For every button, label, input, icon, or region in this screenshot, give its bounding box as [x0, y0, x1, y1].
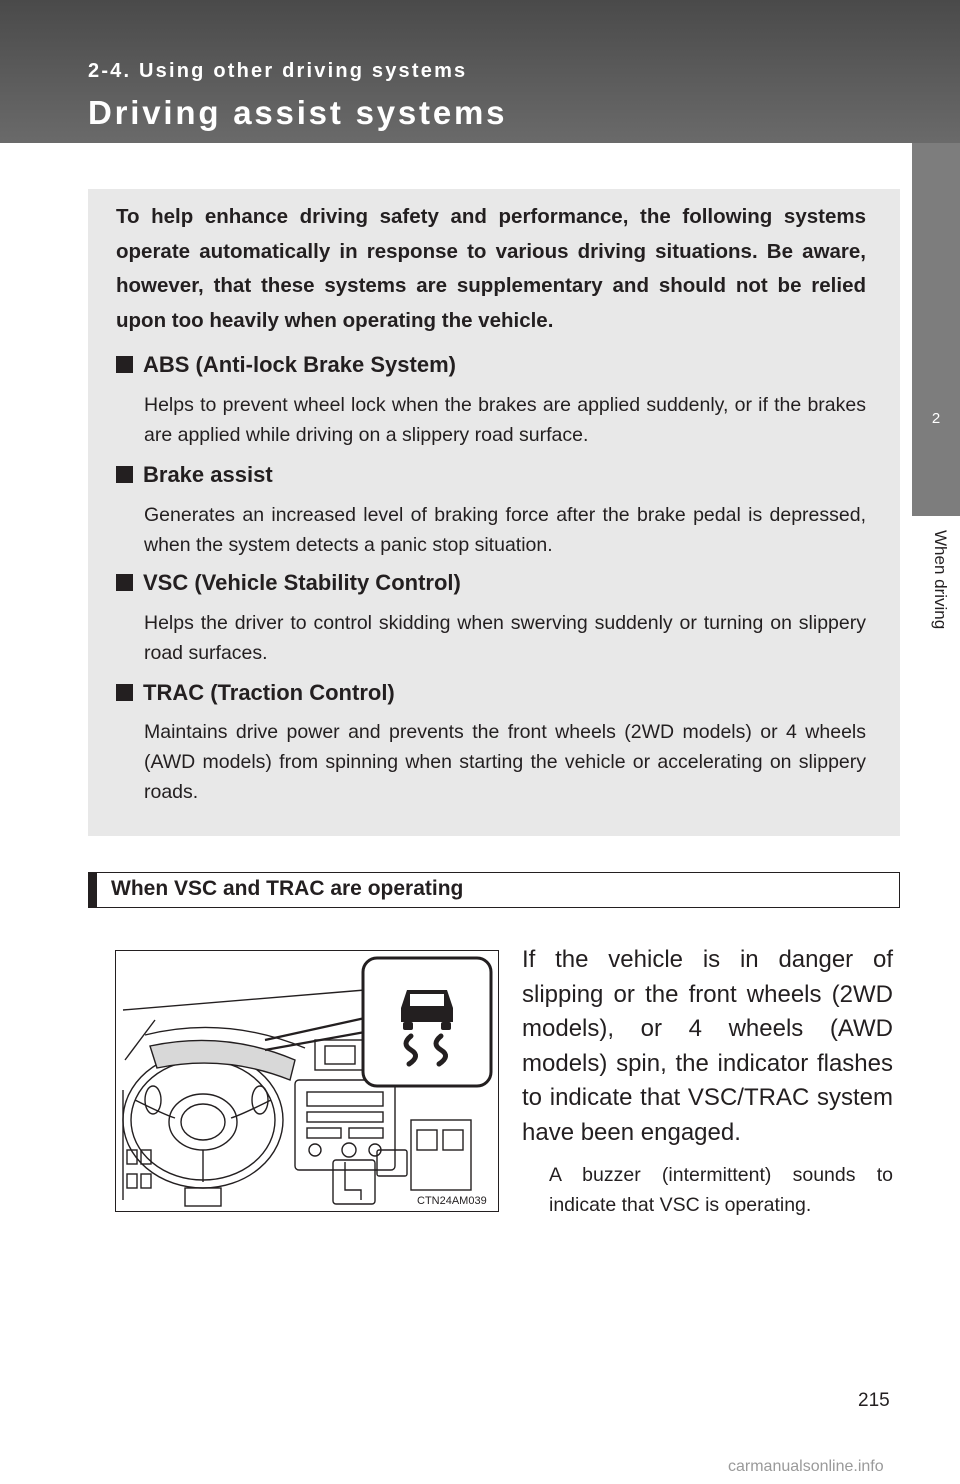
section-label: 2-4. Using other driving systems: [88, 60, 468, 82]
watermark: carmanualsonline.info: [728, 1458, 884, 1475]
operating-heading: [88, 872, 900, 908]
dashboard-illustration: [115, 950, 499, 1212]
system-title-vsc: VSC (Vehicle Stability Control): [116, 570, 461, 596]
system-text-abs: Helps to prevent wheel lock when the brakes are applied suddenly, or if the brakes are applied while driving on a slippery road surface.: [144, 394, 866, 446]
system-text-brake-assist: Generates an increased level of braking force after the brake pedal is depressed, when the system detects a panic stop situation.: [144, 504, 866, 556]
system-title-trac: TRAC (Traction Control): [116, 680, 395, 706]
square-bullet-icon: [116, 684, 133, 701]
operating-heading-text: When VSC and TRAC are operating: [111, 877, 464, 900]
system-text-vsc: Helps the driver to control skidding when swerving suddenly or turning on slippery road surfaces.: [144, 612, 866, 664]
operating-note-text: A buzzer (intermittent) sounds to indicate that VSC is operating.: [549, 1164, 893, 1216]
heading-bar: [89, 873, 97, 907]
page-title: Driving assist systems: [88, 94, 508, 131]
chapter-tab: [912, 143, 960, 516]
chapter-label: When driving: [931, 530, 950, 630]
operating-body-text: If the vehicle is in danger of slipping or the front wheels (2WD models), or 4 wheels (AWD models) spin, the indicator flashes to indicate that VSC/TRAC system have been engaged.: [522, 946, 893, 1146]
square-bullet-icon: [116, 466, 133, 483]
system-title-brake-assist: Brake assist: [116, 462, 273, 488]
square-bullet-icon: [116, 356, 133, 373]
page-number: 215: [858, 1390, 890, 1411]
system-text-trac: Maintains drive power and prevents the front wheels (2WD models) or 4 wheels (AWD models) from spinning when starting the vehicle or accelerating on slippery roads.: [144, 721, 866, 803]
chapter-number: 2: [931, 410, 941, 427]
system-title-abs: ABS (Anti-lock Brake System): [116, 352, 456, 378]
figure-code: CTN24AM039: [417, 1195, 487, 1207]
intro-text: To help enhance driving safety and performance, the following systems operate automatically in response to various driving situations. Be aware, however, that these systems are supplementary and should not be relied upon too heavily when operating the vehicle.: [116, 205, 866, 332]
square-bullet-icon: [116, 574, 133, 591]
